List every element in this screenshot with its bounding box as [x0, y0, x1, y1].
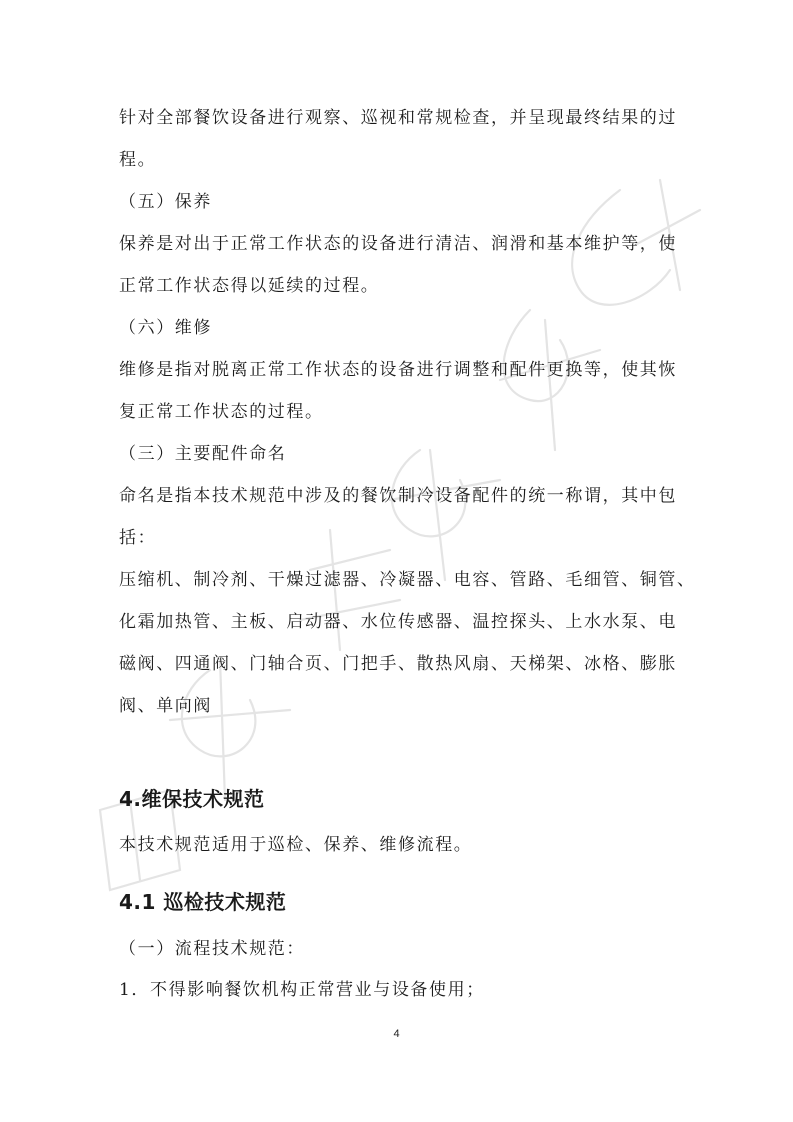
page-number: 4 [393, 1028, 400, 1040]
section-heading: 4.维保技术规范 [119, 787, 265, 811]
subsection-title: （六）维修 [119, 318, 212, 338]
body-line: 程。 [119, 150, 157, 170]
subsection-title: （五）保养 [119, 192, 212, 212]
list-item: 1．不得影响餐饮机构正常营业与设备使用； [119, 980, 485, 1000]
body-line: 复正常工作状态的过程。 [119, 402, 324, 422]
body-line: 压缩机、制冷剂、干燥过滤器、冷凝器、电容、管路、毛细管、铜管、 [119, 570, 696, 590]
body-line: 命名是指本技术规范中涉及的餐饮制冷设备配件的统一称谓，其中包 [119, 486, 677, 506]
subsection-heading: 4.1 巡检技术规范 [119, 890, 287, 914]
body-line: 化霜加热管、主板、启动器、水位传感器、温控探头、上水水泵、电 [119, 612, 677, 632]
body-line: 正常工作状态得以延续的过程。 [119, 276, 380, 296]
body-line: 括： [119, 528, 157, 548]
subsection-title: （一）流程技术规范： [119, 939, 305, 959]
body-line: 阀、单向阀 [119, 696, 212, 716]
body-line: 维修是指对脱离正常工作状态的设备进行调整和配件更换等，使其恢 [119, 360, 677, 380]
subsection-title: （三）主要配件命名 [119, 444, 287, 464]
body-line: 磁阀、四通阀、门轴合页、门把手、散热风扇、天梯架、冰格、膨胀 [119, 654, 677, 674]
body-line: 保养是对出于正常工作状态的设备进行清洁、润滑和基本维护等，使 [119, 234, 677, 254]
section-intro: 本技术规范适用于巡检、保养、维修流程。 [119, 835, 473, 855]
body-line: 针对全部餐饮设备进行观察、巡视和常规检查，并呈现最终结果的过 [119, 108, 677, 128]
